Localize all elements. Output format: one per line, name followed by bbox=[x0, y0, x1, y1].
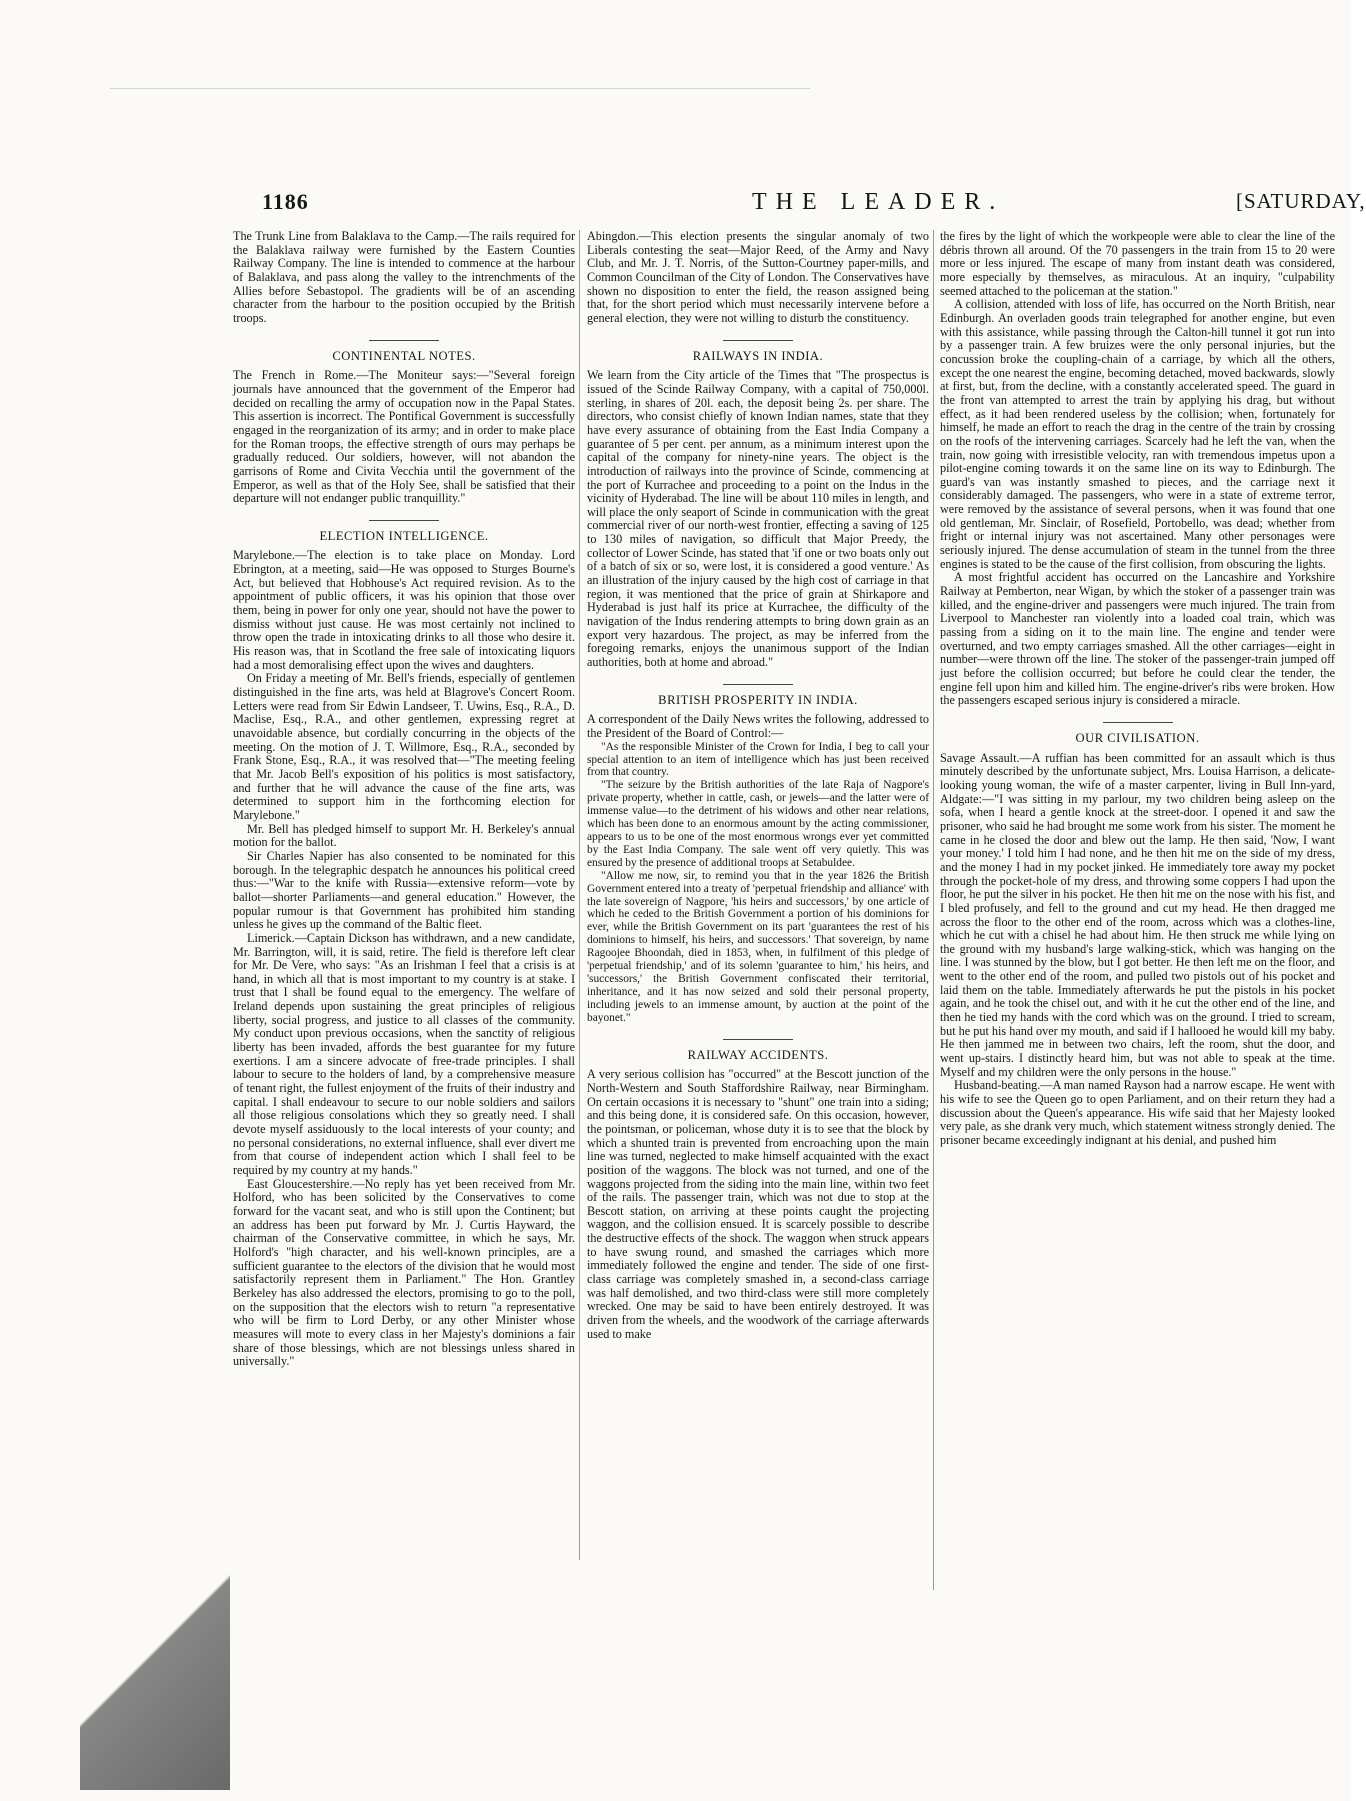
column-1 bbox=[233, 230, 575, 1535]
heading-railway-accidents: RAILWAY ACCIDENTS. bbox=[587, 1039, 929, 1063]
heading-election-intelligence: ELECTION INTELLIGENCE. bbox=[233, 520, 575, 544]
article-bescott-collision: A very serious collision has "occurred" at the Bescott junction of the North-Western and South Staffordshire Railway, near Birmingham. On certain occasions it is necessary to "shunt" one train into a siding; and this being done, it is considered safe. On this occasion, however, the pointsman, or policeman, whose duty it is to see that the block by which a shunted train is prevented from encroaching upon the main line was turned, neglected to make himself acquainted with the exact position of the waggons. The block was not turned, and one of the waggons projected from the siding into the main line, within two feet of the rails. The passenger train, which was not due to stop at the Bescott station, on arriving at these points caught the projecting waggon, and the collision ensued. It is scarcely possible to describe the destructive effects of the shock. The waggon when struck appears to have swung round, and smashed the carriages which more immediately followed the engine and tender. The side of one first-class carriage was completely smashed in, a second-class carriage was half demolished, and two third-class were still more completely wrecked. One may be said to have been entirely destroyed. It was driven from the wheels, and the woodwork of the carriage afterwards used to make bbox=[587, 1067, 929, 1341]
article-marylebone: Marylebone.—The election is to take place on Monday. Lord Ebrington, at a meeting, said—He was opposed to Sturges Bourne's Act, but believed that Hobhouse's Act required revision. As to the appointment of public officers, it was his opinion that those over them, being in power for only one year, should not have the power to dismiss without just cause. He was most certainly not inclined to throw open the trade in intoxicating drinks to all those who desire it. His reason was, that in Scotland the free sale of intoxicating liquors had a most demoralising effect upon the wives and daughters. bbox=[233, 548, 575, 672]
heading-our-civilisation: OUR CIVILISATION. bbox=[940, 722, 1335, 746]
article-savage-assault: Savage Assault.—A ruffian has been committed for an assault which is thus minutely described by the unfortunate subject, Mrs. Louisa Harrison, a delicate-looking young woman, the wife of a master carpenter, living in Bull Inn-yard, Aldgate:—"I was sitting in my parlour, my two children being asleep on the sofa, when I heard a gentle knock at the street-door. I opened it and saw the prisoner, who said he had brought me some work from his sister. The moment he came in he closed the door and blew out the lamp. He then said, 'Now, I want your money.' I told him I had none, and he then hit me on the side of my dress, and the money I had in my pocket jinked. He immediately tore away my pocket through the pocket-hole of my dress, and throwing some coppers I had upon the floor, he put the silver in his pocket. He then hit me on the nose with his fist, and I bled profusely, and fell to the ground and cut my head. He then dragged me across the floor to the other end of the room, across which was a clothes-line, which he cut with a chisel he had about him. He then struck me while lying on the ground with my husband's large walking-stick, which was hanging on the line. I was stunned by the blow, but I got better. He then left me on the floor, and went to the other end of the room, and pulled two pistols out of his pocket and laid them on the table. Immediately afterwards he put the pistols in his pocket again, and he took the chisel out, and with it he cut the other end of the line, and then he tied my hands with the cord which was on the ground. I tried to scream, but he put his hand over my mouth, and said if I hallooed he would kill my baby. He then jammed me in between two chairs, left the room, shut the door, and went up-stairs. I distinctly heard him, but was not able to speak at the time. Myself and my children were the only persons in the house." bbox=[940, 750, 1335, 1079]
heading-british-prosperity: BRITISH PROSPERITY IN INDIA. bbox=[587, 684, 929, 708]
article-husband-beating: Husband-beating.—A man named Rayson had a narrow escape. He went with his wife to see the Queen go to open Parliament, and on their return they had a discussion about the Queen's appearance. His wife said that her Majesty looked very pale, as she drank very much, which statement witness strongly denied. The prisoner became exceedingly indignant at his denial, and pushed him bbox=[940, 1078, 1335, 1147]
article-trunk-line: The Trunk Line from Balaklava to the Camp.—The rails required for the Balaklava railway were furnished by the Eastern Counties Railway Company. The line is intended to commence at the harbour of Balaklava, and pass along the valley to the intrenchments of the Allies before Sebastopol. The gradients will be of an ascending character from the harbour to the position occupied by the British troops. bbox=[233, 229, 575, 325]
article-scinde-railway: We learn from the City article of the Times that "The prospectus is issued of the Scinde Railway Company, with a capital of 750,000l. sterling, in shares of 20l. each, the deposit being 2s. per share. The directors, who consist chiefly of known Indian names, state that they have every assurance of obtaining from the East India Company a guarantee of 5 per cent. per annum, as a minimum interest upon the capital of the company for ninety-nine years. The object is the introduction of railways into the province of Scinde, commencing at the port of Kurrachee and proceeding to a point on the Indus in the vicinity of Hyderabad. The line will be about 110 miles in length, and will place the only seaport of Scinde in communication with the great commercial river of our north-west frontier, effecting a saving of 125 to 130 miles of navigation, so difficult that Major Preedy, the collector of Lower Scinde, has stated that 'if one or two boats only out of a batch of six or so, were lost, it is considered a good venture.' As an illustration of the injury caused by the high cost of carriage in that region, it was mentioned that the price of grain at Shirkapore and Hyderabad is just half its price at Kurrachee, the difficulty of the navigation of the Indus rendering attempts to bring down grain as an export very hazardous. The project, as may be inferred from the foregoing remarks, enjoys the unanimous support of the Indian authorities, both at home and abroad." bbox=[587, 368, 930, 670]
article-abingdon: Abingdon.—This election presents the singular anomaly of two Liberals contesting the seat—Major Reed, of the Army and Navy Club, and Mr. J. T. Norris, of the Sutton-Courtney paper-mills, and Common Councilman of the City of London. The Conservatives have shown no disposition to enter the field, the reason assigned being that, for the short period which must necessarily intervene before a general election, they were not willing to disturb the constituency. bbox=[587, 229, 929, 325]
article-east-gloucestershire: East Gloucestershire.—No reply has yet been received from Mr. Holford, who has been solicited by the Conservatives to come forward for the vacant seat, and who is still upon the Continent; but an address has been put forward by Mr. J. Curtis Hayward, the chairman of the Conservative committee, in which he says, Mr. Holford's "high character, and his well-known principles, are a sufficient guarantee to the electors of the division that he would most satisfactorily represent them in Parliament." The Hon. Grantley Berkeley has also addressed the electors, promising to go to the poll, on the supposition that the electors wish to return "a representative who will be firm to Lord Derby, or any other Minister whose measures will mote to every class in her Majesty's dominions a fair share of those blessings, which are not blessings unless shared in universally." bbox=[233, 1176, 575, 1369]
article-bell-meeting: On Friday a meeting of Mr. Bell's friends, especially of gentlemen distinguished in the fine arts, was held at Blagrove's Concert Room. Letters were read from Sir Edwin Landseer, T. Uwins, Esq., R.A., D. Maclise, Esq., R.A., and other gentlemen, expressing regret at unavoidable absence, but cordially concurring in the objects of the meeting. On the motion of J. T. Willmore, Esq., R.A., seconded by Frank Stone, Esq., R.A., it was resolved that—"The meeting feeling that Mr. Jacob Bell's exposition of his politics is most satisfactory, and further that he will advance the cause of the fine arts, was determined to support him in the forthcoming election for Marylebone." bbox=[233, 671, 575, 822]
letter-paragraph-1: "As the responsible Minister of the Crown for India, I beg to call your special attention to an item of intelligence which has just been received from that country. bbox=[587, 740, 929, 779]
article-pemberton: A most frightful accident has occurred on the Lancashire and Yorkshire Railway at Pemberton, near Wigan, by which the stoker of a passenger train was killed, and the engine-driver and passengers were much injured. The train from Liverpool to Manchester ran violently into a loaded coal train, which was passing from a siding on it to the main line. The engine and tender were overturned, and two empty carriages smashed. All the other carriages—eight in number—were thrown off the line. The stoker of the passenger-train jumped off just before the collision occurred; but before he could clear the tender, the engine fell upon him and killed him. The engine-driver's ribs were broken. How the passengers escaped serious injury is considered a miracle. bbox=[940, 570, 1335, 708]
page-number: 1186 bbox=[262, 189, 309, 214]
heading-continental-notes: CONTINENTAL NOTES. bbox=[233, 340, 575, 364]
letter-paragraph-3: "Allow me now, sir, to remind you that in the year 1826 the British Government entered into a treaty of 'perpetual friendship and alliance' with the late sovereign of Nagpore, 'his heirs and successors,' by one article of which he ceded to the British Government a portion of his dominions for ever, while the British Government on its part 'guarantees the rest of his dominions to himself, his heirs, and successors.' That sovereign, by name Ragoojee Bhoondah, died in 1853, when, in fulfilment of this pledge of 'perpetual friendship,' and of its solemn 'guarantee to him,' his heirs, and 'successors,' the British Government confiscated their territorial, inheritance, and it has now seized and sold their personal property, including jewels to an immense amount, by auction at the point of the bayonet." bbox=[587, 869, 929, 1024]
folded-corner-shadow bbox=[80, 1490, 230, 1790]
header-day: [SATURDAY, bbox=[1236, 189, 1366, 213]
letter-paragraph-2: "The seizure by the British authorities of the late Raja of Nagpore's private property, whether in cattle, cash, or jewels—and the latter were of immense value—to the detriment of his widows and other near relations, which has been done to an enormous amount by the acting commissioner, appears to us to be one of the most enormous wrongs ever yet committed by the East India Company. The sale went off very quietly. This was ensured by the presence of additional troops at Setabuldee. bbox=[587, 779, 929, 869]
article-north-british: A collision, attended with loss of life, has occurred on the North British, near Edinburgh. An overladen goods train telegraphed for another engine, but even with this assistance, while passing through the Calton-hill tunnel it got run into by a passenger train. A few bruizes were the only personal injuries, but the concussion broke the coupling-chain of a carriage, by which all the others, except the one nearest the engine, becoming detached, moved backwards, slowly at first, but, from the decline, with a constantly accelerated speed. The guard in the front van attempted to arrest the train by applying his drag, but without effect, as it had been rendered useless by the collision; when, fortunately for himself, he made an effort to reach the drag in the centre of the train by crossing on the roofs of the intervening carriages. Scarcely had he left the van, when the train, now going with irresistible velocity, ran with tremendous impetus upon a pilot-engine coming towards it on the same line on its way to Edinburgh. The guard's van was instantly smashed to pieces, and the carriage next it considerably damaged. The passengers, who were in a state of extreme terror, were removed by the assistance of several persons, when it was found that one old gentleman, Mr. Sinclair, of Rosefield, Portobello, was dead; whether from fright or internal injury was not ascertained. Many other personages were seriously injured. The dense accumulation of steam in the tunnel from the three engines is stated to be the cause of the first collision, from obscuring the lights. bbox=[940, 297, 1335, 571]
article-napier: Sir Charles Napier has also consented to be nominated for this borough. In the telegraphic despatch he announces his political creed thus:—"War to the knife with Russia—extensive reform—vote by ballot—shorter Parliaments—and general education." However, the popular rumour is that Government has prohibited him standing unless he gives up the command of the Baltic fleet. bbox=[233, 848, 575, 932]
article-bescott-continued: the fires by the light of which the workpeople were able to clear the line of the débris thrown all around. Of the 70 passengers in the train from 15 to 20 were more or less injured. The escape of many from instant death was considered, more especially by themselves, as miraculous. At an inquiry, "culpability seemed attached to the policeman at the station." bbox=[940, 229, 1335, 298]
column-rule-1 bbox=[579, 230, 580, 1560]
page-top-edge bbox=[110, 88, 810, 119]
column-rule-2 bbox=[933, 230, 934, 1590]
page-header bbox=[262, 189, 1366, 219]
masthead-title: THE LEADER. bbox=[752, 189, 1005, 215]
article-limerick: Limerick.—Captain Dickson has withdrawn, and a new candidate, Mr. Barrington, will, it is said, retire. The field is therefore left clear for Mr. De Vere, who says: "As an Irishman I feel that a crisis is at hand, in which all that is most important to my country is at stake. I trust that I shall be found equal to the emergency. The welfare of Ireland depends upon sustaining the great principles of religious liberty, social progress, and justice to all classes of the community. My conduct upon previous occasions, when the sanctity of religious liberty has been invaded, affords the best guarantee for my future exertions. I am a sincere advocate of free-trade principles. I shall labour to secure to the holders of land, by a comprehensive measure of tenant right, the fullest enjoyment of the fruits of their industry and capital. I shall endeavour to secure to our noble soldiers and sailors all those religious consolations which they so greatly need. I shall devote myself assiduously to the local interests of your county; and no personal considerations, no external influence, shall ever divert me from that course of independent action which I shall feel to be required by my country at my hands." bbox=[233, 930, 575, 1177]
article-bell-ballot: Mr. Bell has pledged himself to support Mr. H. Berkeley's annual motion for the ballot. bbox=[233, 821, 575, 850]
article-french-in-rome: The French in Rome.—The Moniteur says:—"Several foreign journals have announced that the government of the Emperor had decided on recalling the army of occupation now in the Papal States. This assertion is incorrect. The Pontifical Government is successfully engaged in the reorganization of its army; and in order to make place for the Roman troops, the effective strength of ours may perhaps be gradually reduced. Our soldiers, however, will not abandon the garrisons of Rome and Civita Vecchia until the government of the Emperor, as well as that of the Holy See, shall be satisfied that their departure will not endanger public tranquillity." bbox=[233, 368, 575, 506]
article-correspondent: A correspondent of the Daily News writes the following, addressed to the President of the Board of Control:— bbox=[587, 712, 929, 740]
column-2 bbox=[587, 230, 929, 1590]
column-3 bbox=[940, 230, 1335, 1550]
heading-railways-in-india: RAILWAYS IN INDIA. bbox=[587, 340, 929, 364]
